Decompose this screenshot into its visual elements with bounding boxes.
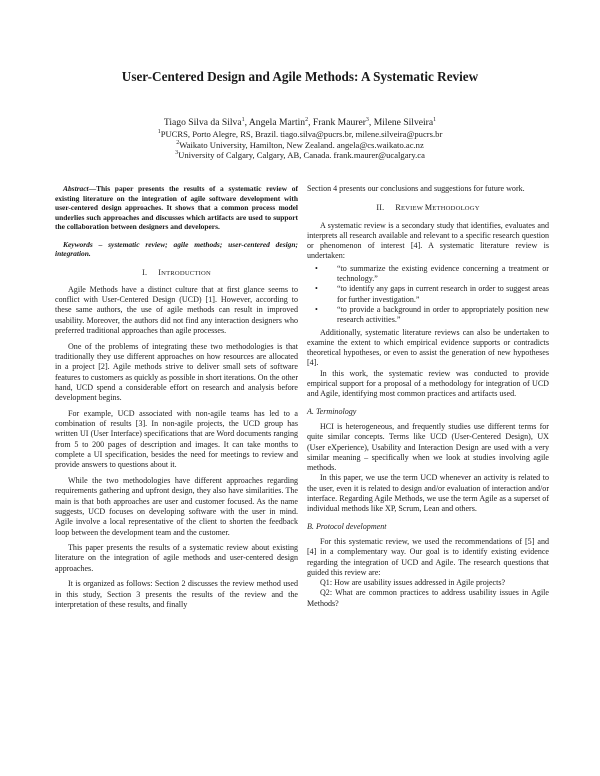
list-item: [315, 304, 549, 326]
paragraph: HCI is heterogeneous, and frequently studies use different terms for quite similar concepts. Terms like UCD (User-Centered Design), UX (User eXperience), Usability and Interaction Design are used with a very similar meaning – specifically when we look at studies involving agile methods.: [307, 421, 549, 473]
affiliation-sup: 2: [176, 139, 180, 146]
paragraph: In this paper, we use the term UCD whenever an activity is related to the user, even it is related to design and/or evaluation of interaction and/or interface. Regarding Agile Methods, we use the term Agile as a superset of individual methods like XP, Scrum, Lean and others.: [307, 473, 549, 514]
section-heading-introduction: [55, 268, 298, 279]
list-item: [315, 263, 549, 285]
paper-title: User-Centered Design and Agile Methods: A Systematic Review: [121, 69, 479, 84]
section-title-rest: ETHODOLOGY: [432, 205, 480, 213]
section-title-rest: EVIEW: [400, 205, 425, 213]
abstract: [55, 184, 298, 232]
section-title-initial: R: [395, 203, 401, 213]
author-sup: 2: [305, 116, 309, 123]
author-name: Tiago Silva da Silva: [163, 117, 242, 128]
section-title-rest: NTRODUCTION: [161, 269, 211, 277]
bullet-icon: •: [315, 304, 318, 314]
author-name: Frank Maurer: [312, 117, 366, 128]
paragraph: Section 4 presents our conclusions and suggestions for future work.: [307, 184, 525, 193]
author-sup: 1: [241, 116, 245, 123]
affiliation-text: University of Calgary, Calgary, AB, Canada. frank.maurer@ucalgary.ca: [178, 150, 425, 160]
paragraph: It is organized as follows: Section 2 discusses the review method used in this study, Section 3 presents the results of the review and the interpretation of these results, and finally: [55, 579, 298, 610]
paragraph: For this systematic review, we used the recommendations of [5] and [4] in a complementary way. Our goal is to identify existing evidence regarding the integration of UCD and Agile. The research questions that guided this review are:: [307, 536, 549, 577]
left-column: [55, 184, 298, 610]
paragraph: In this work, the systematic review was conducted to provide empirical support for a proposal of a methodology for integration of UCD and Agile, identifying most common practices and artifacts used.: [307, 368, 549, 399]
paragraph: For example, UCD associated with non-agile teams has led to a combination of results [3]. In non-agile projects, the UCD group has written UI (User Interface) specifications that are Word documents ranging from 5 to 200 pages of description and images. It can take months to complete a UI specification, besides the need for meetings to review and provide answers to questions about it.: [55, 408, 298, 470]
affiliation-text: PUCRS, Porto Alegre, RS, Brazil. tiago.silva@pucrs.br, milene.silveira@pucrs.br: [160, 129, 443, 139]
list-item-text: “to provide a background in order to appropriately position new research activities.”: [337, 304, 549, 325]
section-number: II.: [376, 203, 385, 213]
paragraph: A systematic review is a secondary study that identifies, evaluates and interprets all research available and relevant to a specific research question or phenomenon of interest [4]. A systematic literature review is undertaken:: [307, 220, 549, 261]
list-item-text: “to identify any gaps in current research in order to suggest areas for further investigation.”: [337, 284, 549, 304]
section-title-initial: I: [158, 267, 162, 277]
right-column: [307, 184, 549, 609]
research-question: Q2: What are common practices to address usability issues in Agile Methods?: [307, 588, 549, 608]
subsection-heading-terminology: A. Terminology: [307, 406, 357, 416]
author-block: [0, 117, 600, 161]
research-question: Q1: How are usability issues addressed in Agile projects?: [320, 578, 506, 588]
paragraph: This paper presents the results of a systematic review about existing literature on the integration of agile methods and user-centered design approaches.: [55, 543, 298, 573]
paragraph: Additionally, systematic literature reviews can also be undertaken to examine the extent to which empirical evidence supports or contradicts theoretical hypotheses, or even to assist the generation of new hypotheses [4].: [307, 327, 549, 368]
subsection-heading-protocol: B. Protocol development: [307, 521, 387, 531]
bullet-icon: •: [315, 284, 318, 294]
bullet-list: [307, 264, 549, 326]
affiliation-sup: 1: [157, 129, 161, 136]
bullet-icon: •: [315, 263, 318, 273]
affiliation-text: Waikato University, Hamilton, New Zealand. angela@cs.waikato.ac.nz: [179, 139, 424, 150]
author-name: Angela Martin: [248, 117, 306, 128]
affiliation: [0, 129, 600, 140]
section-number: I.: [142, 267, 148, 277]
section-title-initial: M: [424, 203, 433, 213]
section-heading-review-methodology: [307, 203, 549, 214]
paragraph: One of the problems of integrating these two methodologies is that traditionally they use different approaches on how resources are allocated in a project [2]. Agile methods strive to deliver small sets of software features to customers as quickly as possible in short iterations. On the other hand, UCD spend a considerable effort on research and analysis before development begins.: [55, 341, 298, 403]
author-sup: 3: [365, 116, 369, 123]
affiliation: [0, 150, 600, 161]
keywords: Keywords – systematic review; agile methods; user-centered design; integration.: [55, 239, 298, 258]
author-name: Milene Silveira: [373, 117, 434, 128]
paragraph: Agile Methods have a distinct culture that at first glance seems to conflict with User-Centered Design (UCD) [1]. However, according to these same authors, the use of agile methods can result in improved usability. Moreover, the authors did not find any interaction designers who preferred traditional approaches than agile processes.: [55, 284, 298, 335]
abstract-text: —This paper presents the results of a systematic review of existing literature on the integration of agile software development with user-centered design approaches. It shows that a common process model underlies such approaches and discusses which artifacts are used to support the collaboration between designers and developers.: [55, 184, 298, 231]
author-list: Tiago Silva da Silva$^1$, Angela Martin$^2$, Frank Maurer$^3$, Milene Silveira$^1$: [163, 116, 437, 128]
list-item: [315, 284, 549, 305]
affiliation: [0, 140, 600, 151]
affiliation-sup: 3: [175, 150, 179, 157]
author-sup: 1: [433, 116, 437, 123]
list-item-text: “to summarize the existing evidence concerning a treatment or technology.”: [337, 263, 549, 284]
paragraph: While the two methodologies have different approaches regarding requirements gathering and upfront design, they also have similarities. The main is that both approaches are user and customer focused. As the name suggests, UCD focuses on developing software with the user in mind. Agile involve a local representative of the client to shorten the feedback loop between the development team and the customer.: [55, 476, 298, 537]
abstract-label: Abstract: [63, 184, 89, 193]
